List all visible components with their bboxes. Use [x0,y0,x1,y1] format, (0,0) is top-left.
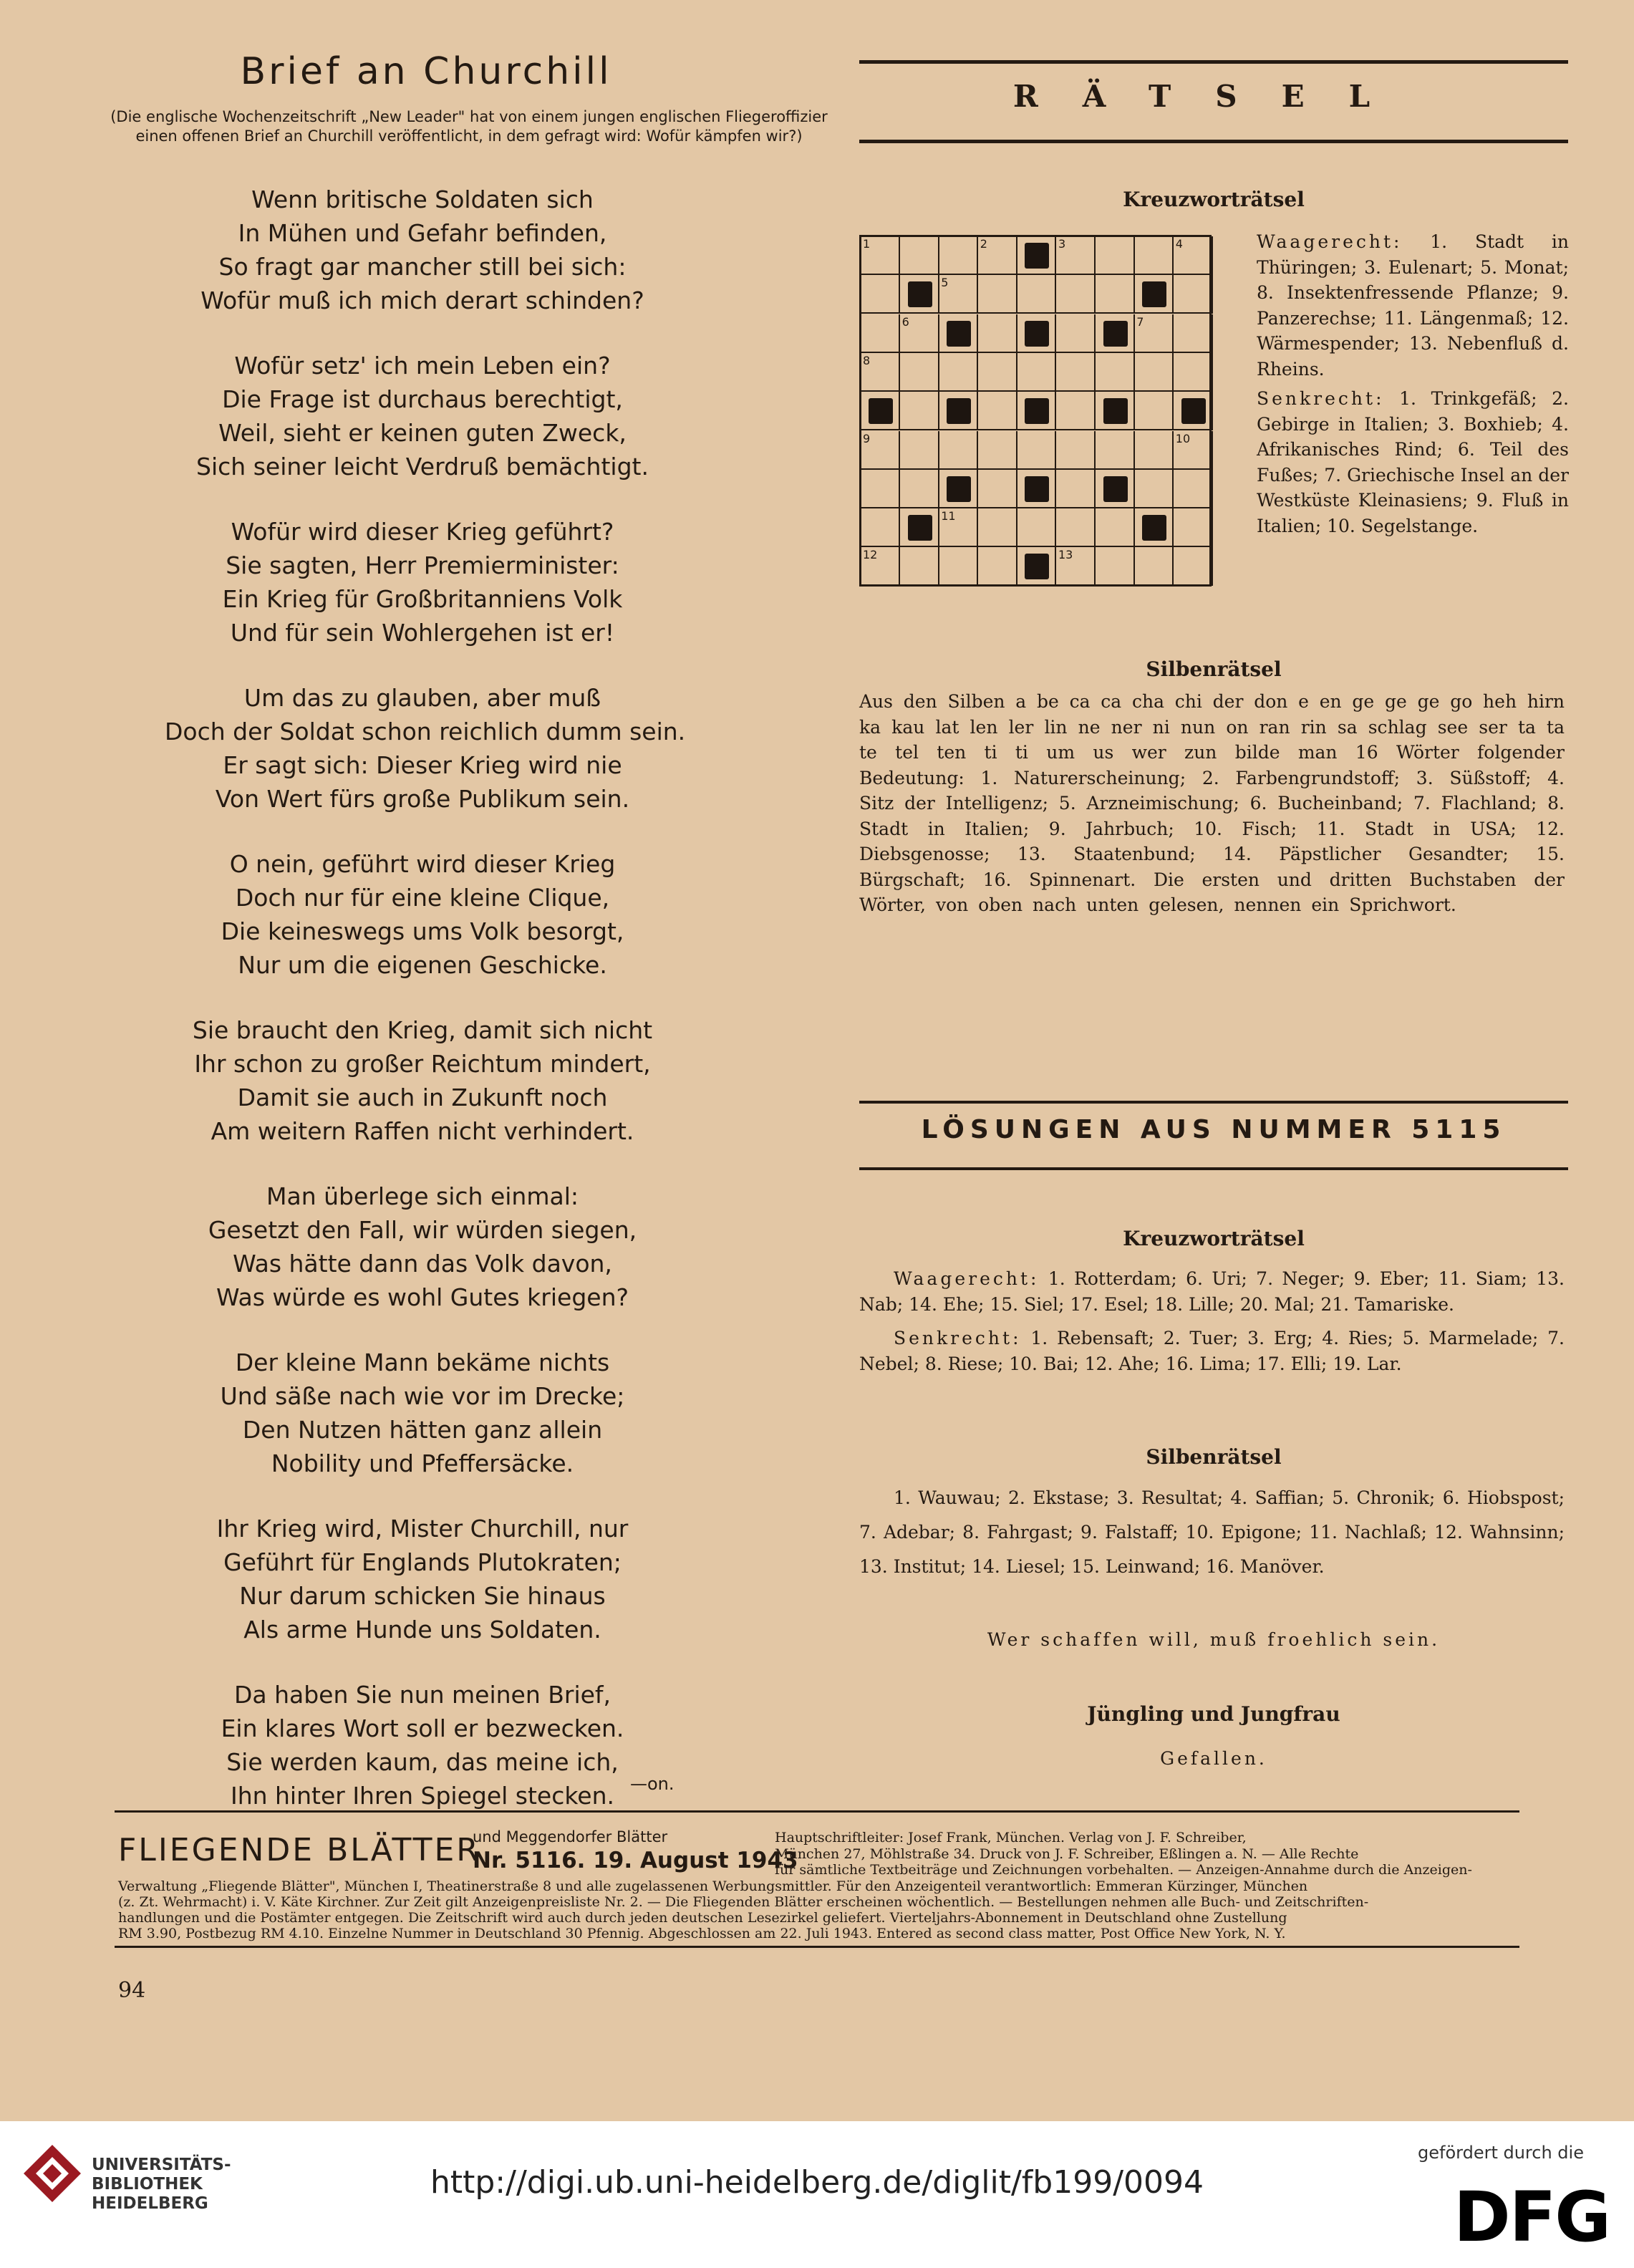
crossword-cell [978,353,1017,392]
crossword-cell [861,236,900,275]
poem-line: Sich seiner leicht Verdruß bemächtigt. [196,453,649,481]
poem-line: Man überlege sich einmal: [266,1182,579,1210]
crossword-number: 5 [941,276,949,290]
poem-line: Wofür muß ich mich derart schinden? [200,286,644,314]
crossword-number: 3 [1058,237,1066,251]
crossword-cell [1174,431,1213,470]
crossword-black-cell [939,470,978,508]
crossword-black-cell [861,392,900,430]
crossword-black-cell [1096,470,1135,508]
crossword-cell [1096,508,1135,547]
crossword-cell [900,236,939,275]
poem-line: So fragt gar mancher still bei sich: [218,253,627,281]
crossword-black-cell [1017,314,1056,353]
masthead-issue: Nr. 5116. 19. August 1943 [473,1848,798,1873]
crossword-cell [939,547,978,586]
poem-line: Ein Krieg für Großbritanniens Volk [222,585,623,613]
poem-line: Geführt für Englands Plutokraten; [223,1548,622,1576]
poem-line: Wofür wird dieser Krieg geführt? [231,518,614,546]
crossword-cell [939,508,978,547]
crossword-number: 4 [1175,237,1183,251]
crossword-cell [1174,508,1213,547]
poem-line: Wenn britische Soldaten sich [251,185,594,213]
crossword-cell [1056,508,1096,547]
crossword-cell [861,431,900,470]
crossword-cell [1017,508,1056,547]
crossword-cell [1134,431,1174,470]
poem-line: Und säße nach wie vor im Drecke; [220,1382,625,1410]
poem-line: Als arme Hunde uns Soldaten. [243,1616,601,1644]
crossword-cell [1134,353,1174,392]
crossword-cell [939,353,978,392]
crossword-cell [861,353,900,392]
poem-line: Ihn hinter Ihren Spiegel stecken. [230,1782,615,1810]
senkrecht-clues [1257,386,1569,539]
crossword-cell [900,392,939,430]
crossword-cell [1056,431,1096,470]
senkrecht-label: Senkrecht: [1257,388,1385,409]
poem-line: Die keineswegs ums Volk besorgt, [221,917,624,945]
poem-stanza [165,1179,680,1314]
loesung-silben-title: Silbenrätsel [1146,1445,1282,1469]
poem-line: Und für sein Wohlergehen ist er! [230,619,615,647]
library-name-line: BIBLIOTHEK [92,2175,203,2194]
crossword-cell [1056,547,1096,586]
poem-line: Sie braucht den Krieg, damit sich nicht [192,1016,653,1044]
crossword-cell [978,392,1017,430]
crossword-cell [978,314,1017,353]
crossword-number: 7 [1136,314,1144,329]
crossword-black-cell [939,392,978,430]
poem-line: Am weitern Raffen nicht verhindert. [211,1117,634,1145]
poem-line: Der kleine Mann bekäme nichts [235,1348,610,1376]
crossword-cell [1174,314,1213,353]
crossword-black-cell [900,508,939,547]
crossword-cell [1056,314,1096,353]
poem-line: Weil, sieht er keinen guten Zweck, [218,419,627,447]
crossword-black-cell [1174,392,1213,430]
crossword-number: 13 [1058,548,1073,562]
poem-line: Sie sagten, Herr Premierminister: [226,551,619,579]
imprint-line: RM 3.90, Postbezug RM 4.10. Einzelne Nummer in Deutschland 30 Pfennig. Abgeschlossen am 22. Juli 1943. Entered as second class matter, Post Office New York, N. Y. [118,1926,1286,1941]
poem-line: Sie werden kaum, das meine ich, [226,1748,619,1776]
masthead-title: FLIEGENDE BLÄTTER [118,1832,480,1868]
senkrecht-text: 1. Trinkgefäß; 2. Gebirge in Italien; 3. Boxhieb; 4. Afrikanisches Rind; 6. Teil des Fußes; 7. Griechische Insel an der Westküste Kleinasiens; 9. Fluß in Italien; 10. Segelstange. [1257,388,1569,536]
crossword-cell [939,275,978,314]
crossword-cell [1174,547,1213,586]
crossword-black-cell [1134,275,1174,314]
poem-signature: —on. [630,1774,675,1794]
poem-line: Nur darum schicken Sie hinaus [239,1582,606,1610]
page-number: 94 [118,1978,146,2003]
crossword-black-cell [1134,508,1174,547]
crossword-cell [1174,236,1213,275]
poem-line: O nein, geführt wird dieser Krieg [229,850,616,878]
poem-line: Ein klares Wort soll er bezwecken. [221,1714,624,1742]
crossword-cell [861,547,900,586]
waagerecht-text: 1. Stadt in Thüringen; 3. Eulenart; 5. Monat; 8. Insektenfressende Pflanze; 9. Panzerechse; 11. Längenmaß; 12. Wärmespender; 13. Nebenfluß d. Rheins. [1257,231,1569,380]
poem-line: Die Frage ist durchaus berechtigt, [222,385,623,413]
waagerecht-clues [1257,229,1569,382]
library-name-line: HEIDELBERG [92,2194,208,2213]
crossword-cell [1056,236,1096,275]
poem-stanza [165,349,680,483]
crossword-cell [1174,353,1213,392]
rule-imprint-bottom [115,1946,1519,1948]
crossword-black-cell [1096,392,1135,430]
imprint-line: Hauptschriftleiter: Josef Frank, München. Verlag von J. F. Schreiber, [775,1830,1247,1845]
crossword-number: 11 [941,509,956,523]
poem-line: In Mühen und Gefahr befinden, [238,219,607,247]
crossword-cell [861,508,900,547]
loesung-kreuz-text [859,1266,1565,1381]
crossword-cell [939,236,978,275]
crossword-cell [861,470,900,508]
poem-line: Um das zu glauben, aber muß [243,684,601,712]
crossword-black-cell [1096,314,1135,353]
loesung-waagerecht-label: Waagerecht: [894,1268,1040,1289]
crossword-cell [1017,353,1056,392]
crossword-cell [1096,547,1135,586]
crossword-number: 9 [863,431,871,445]
crossword-cell [861,314,900,353]
crossword-cell [1056,353,1096,392]
crossword-cell [900,353,939,392]
imprint-line: (z. Zt. Wehrmacht) i. V. Käte Kirchner. Zur Zeit gilt Anzeigenpreisliste Nr. 2. — Die Fliegenden Blätter erscheinen wöchentlich. — Bestellungen nehmen alle Buch- und Zeitschriften- [118,1894,1369,1910]
poem-title: Brief an Churchill [240,50,612,93]
loesung-silben: 1. Wauwau; 2. Ekstase; 3. Resultat; 4. Saffian; 5. Chronik; 6. Hiobspost; 7. Adebar; 8. Fahrgast; 9. Falstaff; 10. Epigone; 11. Nachlaß; 12. Wahnsinn; 13. Institut; 14. Liesel; 15. Leinwand; 16. Manöver. [859,1487,1565,1577]
crossword-cell [1017,275,1056,314]
poem-line: Was hätte dann das Volk davon, [233,1250,612,1278]
imprint-line: für sämtliche Textbeiträge und Zeichnungen vorbehalten. — Anzeigen-Annahme durch die Anzeigen- [775,1862,1472,1878]
crossword-cell [1096,431,1135,470]
poem-stanza [165,681,686,816]
crossword-grid [861,236,1212,585]
masthead-und: und Meggendorfer Blätter [473,1828,668,1845]
silben-title: Silbenrätsel [1146,657,1282,681]
loesung-senkrecht-label: Senkrecht: [894,1328,1022,1348]
poem-stanza [165,847,680,982]
crossword-cell [1017,431,1056,470]
poem-stanza [165,1678,680,1813]
crossword-cell [900,547,939,586]
rule-raetsel-bottom [859,140,1568,143]
imprint-line: Verwaltung „Fliegende Blätter", München I, Theatinerstraße 8 und alle zugelassenen Werbungsmittler. Für den Anzeigenteil verantwortlich: Emmeran Kürzinger, München [118,1878,1308,1894]
poem-line: Doch nur für eine kleine Clique, [235,884,610,912]
loesung-header: LÖSUNGEN AUS NUMMER 5115 [921,1115,1507,1144]
loesung-bild: Gefallen. [1160,1748,1267,1769]
crossword-cell [978,508,1017,547]
crossword-number: 2 [980,237,987,251]
crossword-cell [1134,470,1174,508]
crossword-cell [1096,275,1135,314]
poem-subtitle: (Die englische Wochenzeitschrift „New Leader" hat von einem jungen englischen Fliegeroffizier einen offenen Brief an Churchill veröffentlicht, in dem gefragt wird: Wofür kämpfen wir?) [110,108,828,145]
crossword-black-cell [900,275,939,314]
crossword-cell [1134,314,1174,353]
poem-line: Doch der Soldat schon reichlich dumm sein. [165,718,686,745]
raetsel-header: RÄTSEL [1012,79,1415,114]
poem-line: Nobility und Pfeffersäcke. [271,1449,574,1477]
imprint-line: München 27, Möhlstraße 34. Druck von J. F. Schreiber, Eßlingen a. N. — Alle Rechte [775,1846,1359,1862]
poem-line: Nur um die eigenen Geschicke. [238,951,607,979]
crossword-cell [1056,470,1096,508]
loesung-bild-title: Jüngling und Jungfrau [1087,1702,1340,1726]
poem-stanza [165,515,680,650]
crossword-cell [1134,547,1174,586]
poem-stanza [165,1512,680,1646]
library-name-line: UNIVERSITÄTS- [92,2156,231,2174]
crossword-number: 6 [901,314,909,329]
rule-loesung-top [859,1101,1568,1104]
sponsor-text: gefördert durch die [1418,2143,1584,2163]
crossword-black-cell [939,314,978,353]
poem-line: Er sagt sich: Dieser Krieg wird nie [223,751,622,779]
poem-body [165,183,686,1844]
rule-top [859,60,1568,64]
crossword-cell [1174,470,1213,508]
silben-text: Aus den Silben a be ca ca cha chi der don e en ge ge ge go heh hirn ka kau lat len ler lin ne ner ni nun on ran rin sa schlag see ser ta ta te tel ten ti ti um us wer zun bilde man 16 Wörter folgender Bedeutung: 1. Naturerscheinung; 2. Farbengrundstoff; 3. Süßstoff; 4. Sitz der Intelligenz; 5. Arzneimischung; 6. Bucheinband; 7. Flachland; 8. Stadt in Italien; 9. Jahrbuch; 10. Fisch; 11. Stadt in USA; 12. Diebsgenosse; 13. Staatenbund; 14. Päpstlicher Gesandter; 15. Bürgschaft; 16. Spinnenart. Die ersten und dritten Buchstaben der Wörter, von oben nach unten gelesen, nennen ein Sprichwort. [859,691,1565,915]
source-url-link[interactable]: http://digi.ub.uni-heidelberg.de/diglit/fb199/0094 [430,2164,1204,2201]
crossword-clues [1257,229,1569,543]
crossword-cell [900,470,939,508]
crossword-cell [1056,275,1096,314]
poem-line: Ihr Krieg wird, Mister Churchill, nur [216,1515,629,1543]
crossword-cell [1056,392,1096,430]
poem-stanza [165,1346,680,1480]
crossword-cell [861,275,900,314]
crossword-cell [1096,236,1135,275]
poem-line: Von Wert fürs große Publikum sein. [215,785,630,813]
poem-stanza [165,183,680,317]
crossword-number: 12 [863,548,878,562]
crossword-cell [978,470,1017,508]
crossword-cell [978,547,1017,586]
crossword-cell [978,275,1017,314]
crossword-cell [1096,353,1135,392]
crossword-cell [1134,236,1174,275]
loesung-spruch: Wer schaffen will, muß froehlich sein. [987,1629,1441,1650]
loesung-senkrecht: 1. Rebensaft; 2. Tuer; 3. Erg; 4. Ries; 5. Marmelade; 7. Nebel; 8. Riese; 10. Bai; 12. Ahe; 16. Lima; 17. Elli; 19. Lar. [859,1328,1565,1374]
waagerecht-label: Waagerecht: [1257,231,1403,252]
poem-stanza [165,1013,680,1148]
kreuz-title: Kreuzworträtsel [1123,188,1305,211]
crossword-cell [978,236,1017,275]
crossword-black-cell [1017,547,1056,586]
poem-line: Damit sie auch in Zukunft noch [237,1084,608,1111]
poem-line: Was würde es wohl Gutes kriegen? [216,1283,629,1311]
loesung-kreuz-title: Kreuzworträtsel [1123,1227,1305,1250]
crossword-cell [939,431,978,470]
poem-line: Wofür setz' ich mein Leben ein? [234,352,611,380]
crossword-number: 1 [863,237,871,251]
crossword-black-cell [1017,236,1056,275]
rule-loesung-bottom [859,1167,1568,1170]
crossword-black-cell [1017,470,1056,508]
rule-masthead [115,1810,1519,1813]
crossword-black-cell [1017,392,1056,430]
crossword-cell [1174,275,1213,314]
crossword-cell [900,314,939,353]
poem-line: Gesetzt den Fall, wir würden siegen, [208,1216,637,1244]
crossword-cell [1134,392,1174,430]
crossword-cell [978,431,1017,470]
crossword-number: 10 [1175,431,1191,445]
crossword-cell [900,431,939,470]
crossword-number: 8 [863,353,871,367]
loesung-waagerecht: 1. Rotterdam; 6. Uri; 7. Neger; 9. Eber; 11. Siam; 13. Nab; 14. Ehe; 15. Siel; 17. Esel; 18. Lille; 20. Mal; 21. Tamariske. [859,1268,1565,1315]
poem-line: Den Nutzen hätten ganz allein [242,1416,603,1444]
imprint-line: handlungen und die Postämter entgegen. Die Zeitschrift wird auch durch jeden deutschen Lesezirkel geliefert. Vierteljahrs-Abonnement in Deutschland ohne Zustellung [118,1910,1287,1926]
poem-line: Da haben Sie nun meinen Brief, [233,1681,611,1709]
dfg-logo: DFG [1454,2177,1610,2257]
poem-line: Ihr schon zu großer Reichtum mindert, [194,1050,651,1078]
